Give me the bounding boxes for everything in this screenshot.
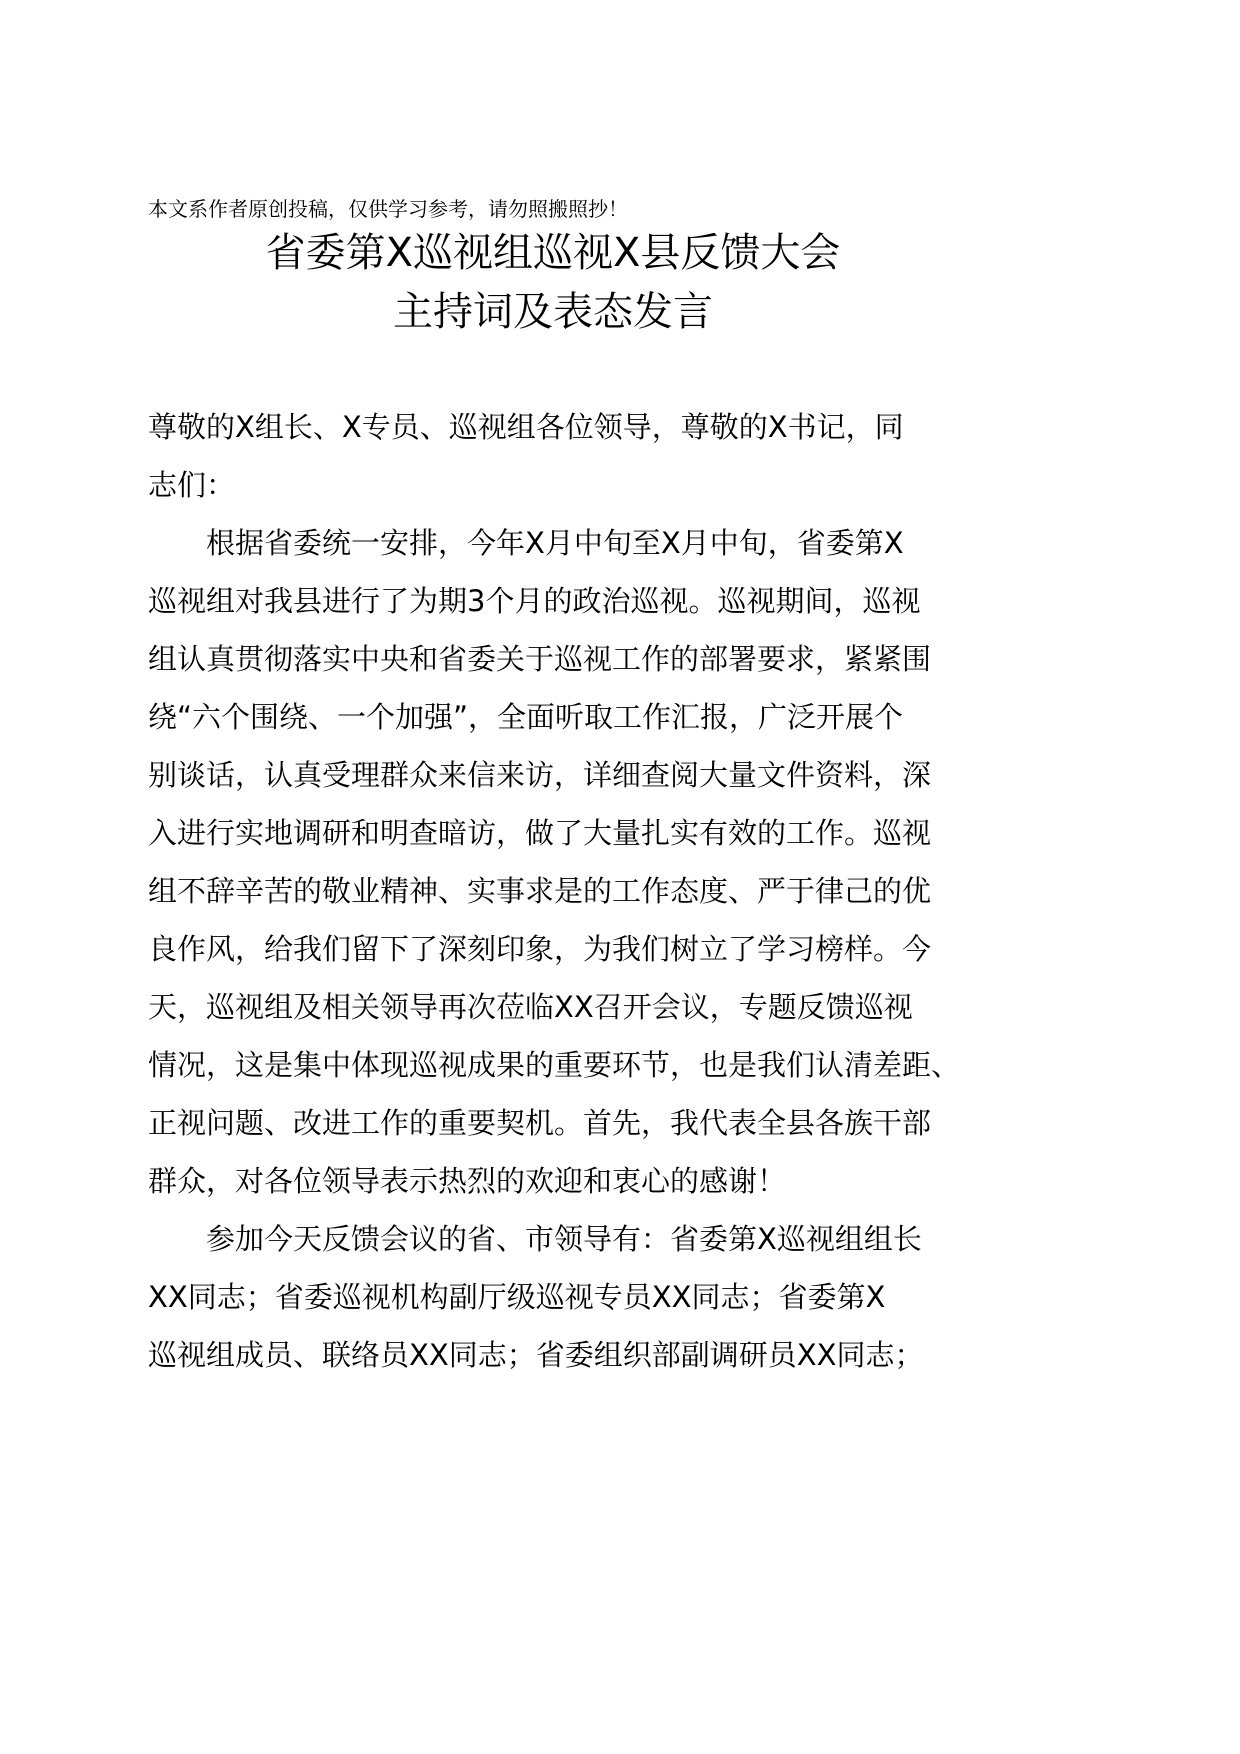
body-text-line: 巡视组对我县进行了为期3个月的政治巡视。巡视期间，巡视 — [148, 584, 921, 618]
document-title-line-1: 省委第X巡视组巡视X县反馈大会 — [265, 230, 841, 276]
body-text-line: 尊敬的X组长、X专员、巡视组各位领导，尊敬的X书记，同 — [148, 410, 904, 444]
copyright-note: 本文系作者原创投稿，仅供学习参考，请勿照搬照抄！ — [148, 197, 628, 221]
body-text-line: 入进行实地调研和明查暗访，做了大量扎实有效的工作。巡视 — [148, 816, 932, 850]
document-title-line-2: 主持词及表态发言 — [393, 289, 713, 335]
body-text-line: 情况，这是集中体现巡视成果的重要环节，也是我们认清差距、 — [148, 1048, 961, 1082]
body-text-line: 志们： — [148, 468, 236, 502]
body-text-line: 天，巡视组及相关领导再次莅临XX召开会议，专题反馈巡视 — [148, 990, 913, 1024]
body-text-line: 良作风，给我们留下了深刻印象，为我们树立了学习榜样。今 — [148, 932, 932, 966]
body-text-line: 巡视组成员、联络员XX同志；省委组织部副调研员XX同志； — [148, 1338, 924, 1372]
body-text-line: 绕“六个围绕、一个加强”，全面听取工作汇报，广泛开展个 — [148, 700, 904, 734]
body-text-line: XX同志；省委巡视机构副厅级巡视专员XX同志；省委第X — [148, 1280, 886, 1314]
document-body — [148, 398, 988, 1384]
body-text-line: 参加今天反馈会议的省、市领导有：省委第X巡视组组长 — [206, 1222, 922, 1256]
body-text-line: 根据省委统一安排，今年X月中旬至X月中旬，省委第X — [206, 526, 904, 560]
body-text-line: 正视问题、改进工作的重要契机。首先，我代表全县各族干部 — [148, 1106, 932, 1140]
body-text-line: 别谈话，认真受理群众来信来访，详细查阅大量文件资料，深 — [148, 758, 932, 792]
body-text-line: 组认真贯彻落实中央和省委关于巡视工作的部署要求，紧紧围 — [148, 642, 932, 676]
body-text-line: 群众，对各位领导表示热烈的欢迎和衷心的感谢！ — [148, 1164, 787, 1198]
body-text-line: 组不辞辛苦的敬业精神、实事求是的工作态度、严于律己的优 — [148, 874, 932, 908]
